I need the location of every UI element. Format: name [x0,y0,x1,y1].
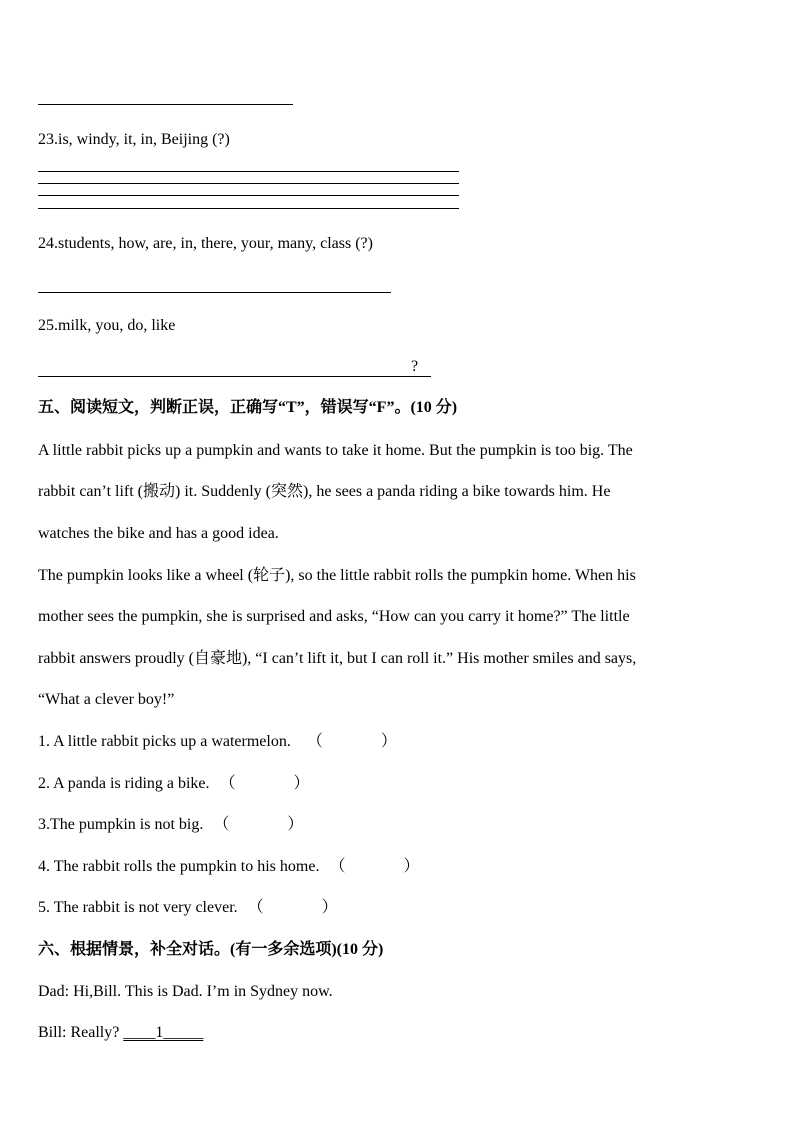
tf-item-5-close: ） [321,899,338,916]
passage-line-6: rabbit answers proudly (自豪地), “I can’t lift it, but I can roll it.” His mother smiles and says, [38,650,637,667]
tf-item-4-close: ） [403,858,420,875]
tf-item-1-close: ） [380,733,397,750]
tf-item-3-open: （ [213,816,230,833]
section-5-heading: 五、阅读短文，判断正误，正确写“T”，错误写“F”。(10 分) [38,399,458,416]
passage-line-5: mother sees the pumpkin, she is surprised and asks, “How can you carry it home?” The little [38,608,630,625]
answer-line-q24[interactable] [38,292,391,293]
answer-line-q23-2[interactable] [38,183,459,184]
tf-item-2-text: 2. A panda is riding a bike. [38,775,210,792]
question-25: 25.milk, you, do, like [38,317,176,334]
question-25-mark: ? [411,358,419,375]
passage-line-7: “What a clever boy!” [38,691,175,708]
tf-item-3-close: ） [287,816,304,833]
tf-item-2 [38,774,310,794]
passage-line-1: A little rabbit picks up a pumpkin and wants to take it home. But the pumpkin is too big. The [38,442,633,459]
tf-item-3 [38,815,303,835]
question-24: 24.students, how, are, in, there, your, many, class (?) [38,235,373,252]
tf-item-4-text: 4. The rabbit rolls the pumpkin to his home. [38,858,320,875]
tf-item-5-text: 5. The rabbit is not very clever. [38,899,238,916]
tf-item-1-text: 1. A little rabbit picks up a watermelon. [38,733,291,750]
answer-line-q23-1[interactable] [38,171,459,172]
blank-1[interactable]: ____1_____ [123,1024,204,1041]
tf-item-1 [38,732,397,752]
answer-line-q23-4[interactable] [38,208,459,209]
tf-item-5 [38,898,338,918]
answer-line-q23-3[interactable] [38,195,459,196]
tf-item-4 [38,857,419,877]
question-23: 23.is, windy, it, in, Beijing (?) [38,131,230,148]
passage-line-2: rabbit can’t lift (搬动) it. Suddenly (突然), he sees a panda riding a bike towards him. He [38,483,611,500]
dialogue-line-bill-text: Bill: Really? [38,1024,120,1041]
tf-item-3-text: 3.The pumpkin is not big. [38,816,204,833]
section-6-heading: 六、根据情景，补全对话。(有一多余选项)(10 分) [38,941,384,958]
passage-line-3: watches the bike and has a good idea. [38,525,279,542]
tf-item-4-open: （ [329,858,346,875]
dialogue-line-bill [38,1023,203,1043]
tf-item-1-open: （ [306,733,323,750]
tf-item-2-open: （ [219,775,236,792]
answer-line-q22[interactable] [38,104,293,105]
tf-item-2-close: ） [293,775,310,792]
answer-line-q25[interactable] [38,376,431,377]
dialogue-line-dad: Dad: Hi,Bill. This is Dad. I’m in Sydney now. [38,983,333,1000]
passage-line-4: The pumpkin looks like a wheel (轮子), so the little rabbit rolls the pumpkin home. When his [38,567,636,584]
tf-item-5-open: （ [247,899,264,916]
